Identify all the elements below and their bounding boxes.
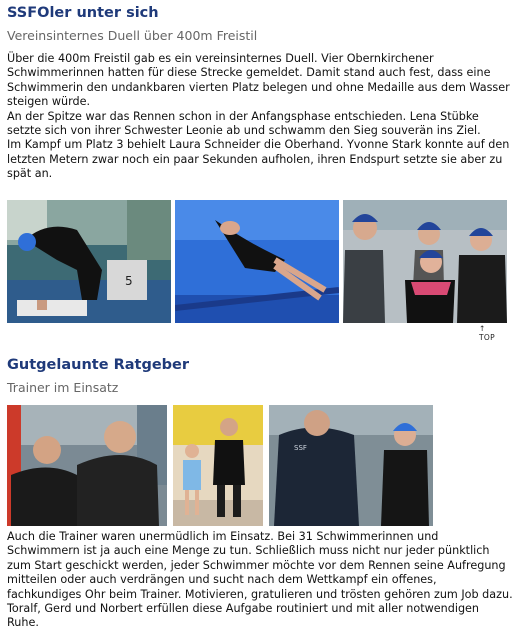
start-block-photo[interactable] <box>7 200 171 323</box>
swimmer-underwater-photo[interactable] <box>175 200 339 323</box>
trainer-with-child-photo[interactable] <box>173 405 263 526</box>
article-ratgeber-body <box>7 530 513 631</box>
trainer-with-swimmer-photo[interactable] <box>269 405 433 526</box>
two-trainers-photo[interactable] <box>7 405 167 526</box>
article-body <box>7 530 513 631</box>
article-title: Gutgelaunte Ratgeber <box>7 357 190 373</box>
paragraph: Toralf, Gerd und Norbert erfüllen diese Aufgabe routiniert und mit aller notwendigen Ruhe. <box>7 602 480 630</box>
back-to-top-link[interactable] <box>479 324 495 342</box>
paragraph: Über die 400m Freistil gab es ein vereinsinternes Duell. Vier Obernkirchener Schwimmerinnen hatten für diese Strecke gemeldet. Damit stand auch fest, dass eine Schwimmerin den undankbaren vierten Platz belegen und ohne Medaille aus dem Wasser steigen würde. <box>7 52 510 109</box>
top-link-label: TOP <box>479 333 495 342</box>
article-ratgeber <box>7 356 513 395</box>
article-subtitle: Vereinsinternes Duell über 400m Freistil <box>7 28 258 43</box>
paragraph: Im Kampf um Platz 3 behielt Laura Schneider die Oberhand. Yvonne Stark konnte auf den letzten Metern zwar noch ein paar Sekunden aufholen, ihren Endspurt setzte sie aber zu spät an. <box>7 138 510 181</box>
arrow-up-icon: ↑ <box>479 324 486 333</box>
svg-text:5: 5 <box>125 274 133 288</box>
article-ssfoler <box>7 4 513 182</box>
article-body <box>7 52 513 182</box>
svg-text:SSF: SSF <box>294 444 307 452</box>
paragraph: An der Spitze war das Rennen schon in der Anfangsphase entschieden. Lena Stübke setzte sich von ihrer Schwester Leonie ab und schwamm den Sieg souverän ins Ziel. <box>7 109 481 138</box>
four-swimmers-photo[interactable] <box>343 200 507 323</box>
article-title: SSFOler unter sich <box>7 5 159 21</box>
article-subtitle: Trainer im Einsatz <box>7 380 119 395</box>
paragraph: Auch die Trainer waren unermüdlich im Einsatz. Bei 31 Schwimmerinnen und Schwimmern ist ja auch eine Menge zu tun. Schließlich muss nicht nur jeder pünktlich zum Start geschickt werden, jeder Schwimmer möchte vor dem Rennen seine Aufregung mitteilen oder auch verdrängen und sucht nach dem Wettkampf ein offenes, fachkundiges Ohr beim Trainer. Motivieren, gratulieren und trösten gehören zum Job dazu. <box>7 530 513 601</box>
